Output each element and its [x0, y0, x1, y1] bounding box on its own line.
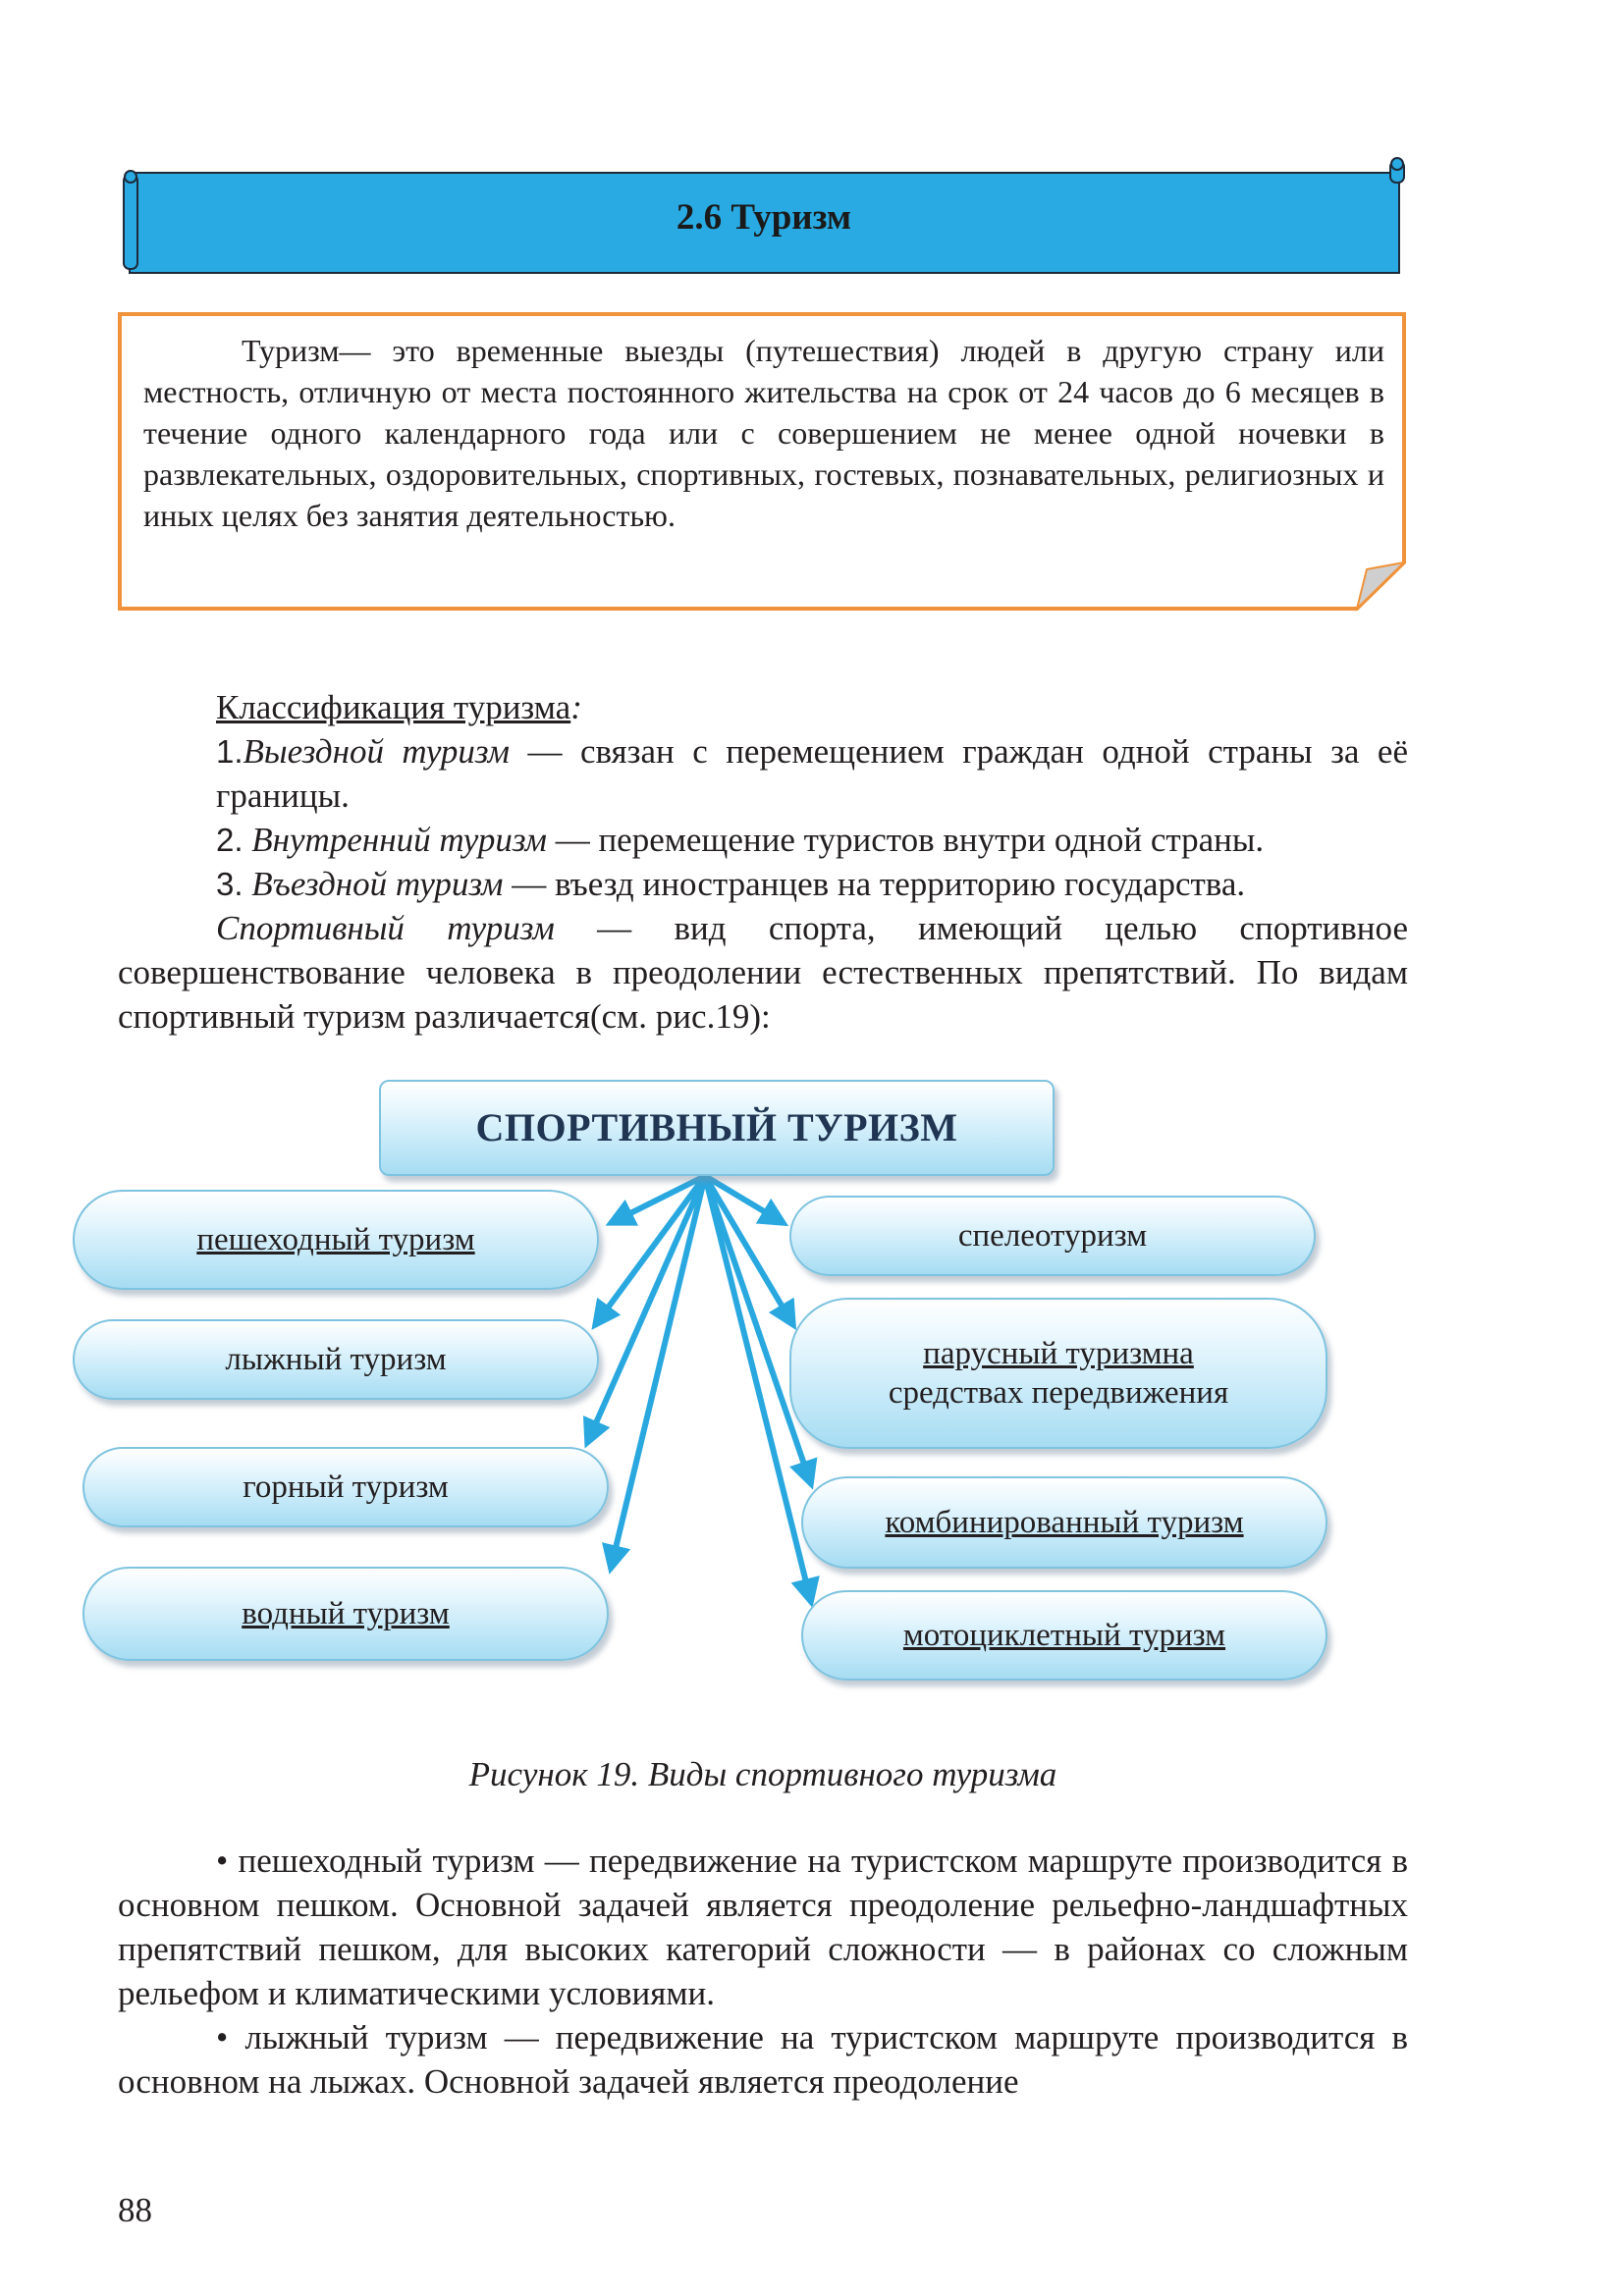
definition-text: Туризм— это временные выезды (путешествия) людей в другую страну или местность, отличную от места постоянного жительства на срок от 24 часов до 6 месяцев в течение одного календарного года или с совершением не менее одной ночевки в развлекательных, оздоровительных, спортивных, гостевых, познавательных, религиозных и иных целях без занятия деятельностью.	[143, 333, 1384, 533]
classification-section: Классификация туризма: 1.Выездной туризм — связан с перемещением граждан одной страны за её границы. 2. Внутренний туризм — перемещение туристов внутри одной страны. 3. Въездной туризм — въезд иностранцев на территорию государства. Спортивный туризм — вид спорта, имеющий целью спортивное совершенствование человека в преодолении естественных препятствий. По видам спортивный туризм различается(см. рис.19):	[118, 685, 1408, 1039]
diagram-node-hiking: пешеходный туризм	[73, 1190, 599, 1290]
bullet-item: • пешеходный туризм — передвижение на туристском маршруте производится в основном пешком. Основной задачей является преодоление рельефно-ландшафтных препятствий пешком, для высоких категорий сложности — в районах со сложным рельефом и климатическими условиями.	[118, 1842, 1408, 2012]
figure-caption: Рисунок 19. Виды спортивного туризма	[468, 1755, 1057, 1793]
diagram-node-skiing: лыжный туризм	[73, 1319, 599, 1400]
page-number: 88	[118, 2191, 152, 2229]
arrow	[611, 1176, 705, 1569]
classification-item: 2. Внутренний туризм — перемещение туристов внутри одной страны.	[216, 821, 1265, 859]
sport-tourism-diagram	[69, 1078, 1345, 1706]
bullet-list	[118, 1839, 1408, 2104]
classification-item: 3. Въездной туризм — въезд иностранцев на территорию государства.	[216, 865, 1246, 903]
sport-tourism-paragraph: Спортивный туризм — вид спорта, имеющий целью спортивное совершенствование человека в преодолении естественных препятствий. По видам спортивный туризм различается(см. рис.19):	[118, 909, 1408, 1036]
diagram-node-combined: комбинированный туризм	[801, 1476, 1327, 1569]
section-title: 2.6 Туризм	[676, 197, 852, 238]
diagram-node-sailing: парусный туризмна средствах передвижения	[789, 1298, 1327, 1449]
classification-title: Классификация туризма	[216, 688, 571, 726]
classification-item: 1.Выездной туризм — связан с перемещением граждан одной страны за её границы.	[216, 732, 1409, 815]
bullet-item: • лыжный туризм — передвижение на туристском маршруте производится в основном на лыжах. Основной задачей является преодоление	[118, 2018, 1408, 2101]
diagram-node-motorcycle: мотоциклетный туризм	[801, 1590, 1327, 1681]
diagram-root-sport-tourism: СПОРТИВНЫЙ ТУРИЗМ	[379, 1080, 1055, 1176]
diagram-node-mountain: горный туризм	[82, 1447, 609, 1527]
diagram-node-speleo: спелеотуризм	[789, 1196, 1316, 1276]
diagram-node-water: водный туризм	[82, 1567, 609, 1661]
